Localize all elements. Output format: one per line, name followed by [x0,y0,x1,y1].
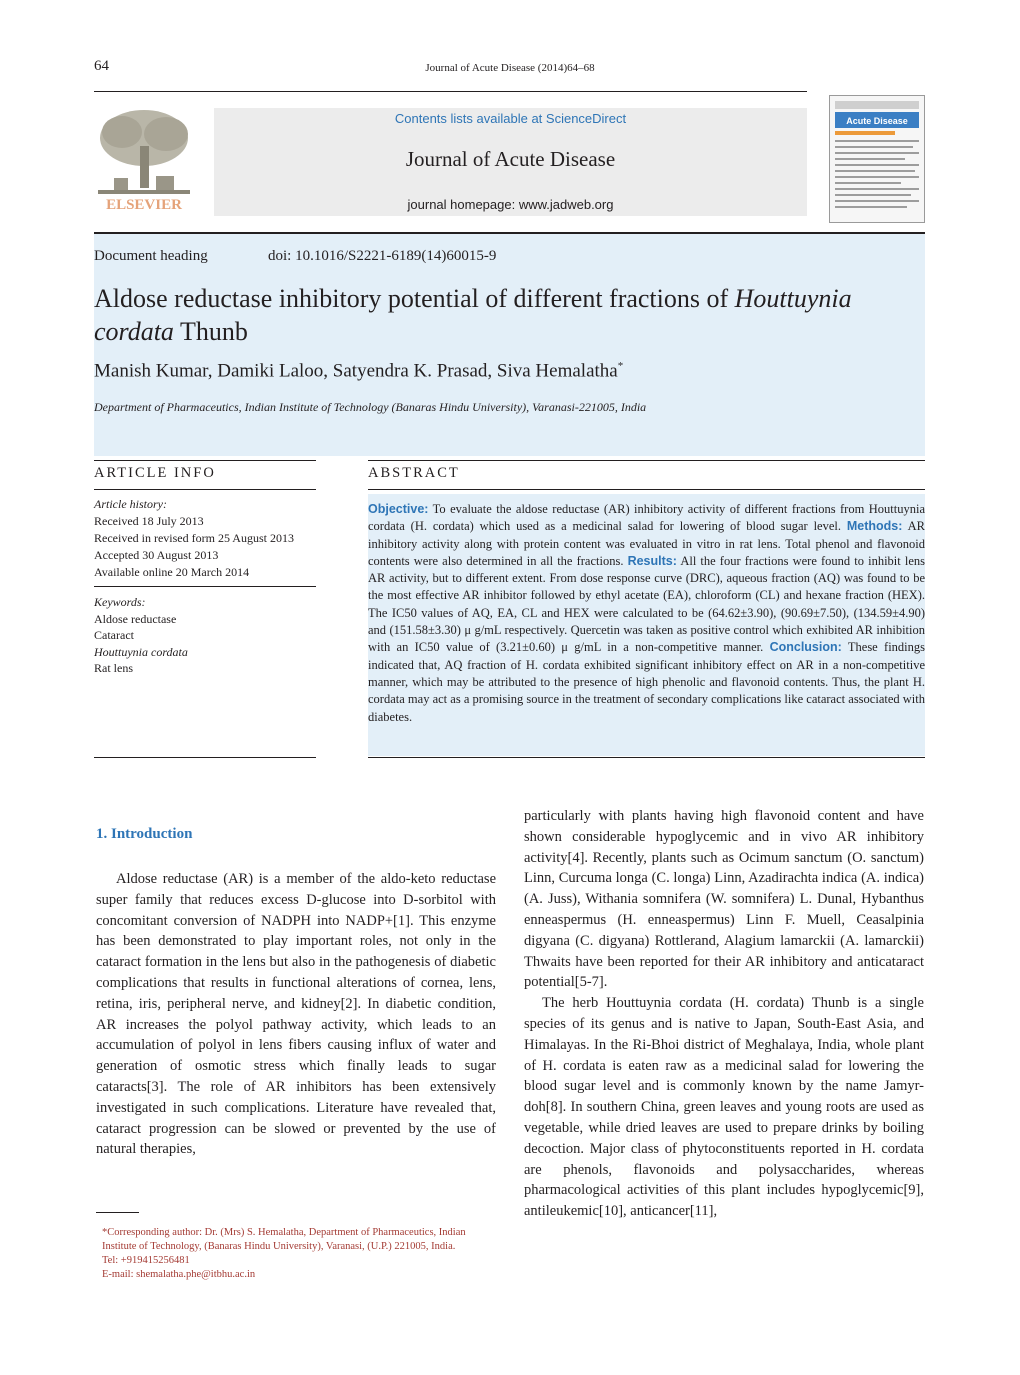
keyword: Aldose reductase [94,611,177,626]
elsevier-tree-logo-icon [94,106,194,212]
abstract-rule-top [368,460,925,461]
abstract-heading: ABSTRACT [368,465,460,481]
keyword: Houttuynia cordata [94,644,188,659]
keywords-label: Keywords: [94,595,146,609]
article-history [94,496,294,581]
results-text: All the four fractions were found to inhibit lens AR activity, but to different extent. From dose response curve (DRC), aqueous fraction (AQ) was found to be the most effective AR inhibitor followed by ethyl acetate (EA), chloroform (CL) and hexane fraction (HEX). The IC50 values of AQ, EA, CL and HEX were calculated to be (64.62±3.90), (90.69±7.50), (134.59±4.90) and (151.58±3.30) μ g/mL respectively. Quercetin was taken as positive control which exhibited AR inhibition with an IC50 value of (3.21±0.60) μ g/mL in a non-competitive manner. [368,553,925,655]
footnote-rule [96,1212,139,1213]
keywords [94,594,188,677]
keywords-rule [94,586,316,587]
article-info-rule-top [94,460,316,461]
abstract-rule-bottom [368,757,925,758]
methods-label: Methods: [846,519,903,534]
conclusion-label: Conclusion: [769,640,842,655]
article-title [94,282,929,348]
objective-label: Objective: [368,502,429,516]
footnote-tel: Tel: +919415256481 [102,1255,190,1266]
abstract-rule [368,489,925,490]
intro-right-column [524,806,924,1222]
journal-cover-icon [829,95,925,223]
title-part-2: Thunb [173,317,248,346]
article-info-rule [94,489,316,490]
article-info-rule-bottom [94,757,316,758]
title-species: Houttuynia cordata [94,284,852,346]
elsevier-wordmark: ELSEVIER [106,197,182,212]
history-accepted: Accepted 30 August 2013 [94,548,219,562]
footnote-email[interactable]: E-mail: shemalatha.phe@itbhu.ac.in [102,1269,256,1280]
author-list [94,360,623,382]
footnote-corresponding: *Corresponding author: Dr. (Mrs) S. Hemalatha, Department of Pharmaceutics, Indian Institute of Technology, (Banaras Hindu University), Varanasi, (U.P.) 221005, India. [102,1227,466,1252]
journal-homepage-link[interactable]: journal homepage: www.jadweb.org [407,197,614,212]
conclusion-text: These findings indicated that, AQ fraction of H. cordata exhibited significant inhibitory effect on AR in a non-competitive manner, which may be attributed to the presence of high phenolic and flavonoid contents. Thus, the plant H. cordata may act as a promising source in the treatment of secondary complications like cataract associated with diabetes. [368,640,926,724]
keyword: Rat lens [94,661,133,675]
running-head: Journal of Acute Disease (2014)64–68 [425,62,595,74]
history-online: Available online 20 March 2014 [94,565,250,579]
affiliation: Department of Pharmaceutics, Indian Institute of Technology (Banaras Hindu University), Varanasi-221005, India [94,400,647,414]
history-label: Article history: [94,497,167,511]
history-received: Received 18 July 2013 [94,514,204,528]
corresponding-author-footnote [94,1226,496,1282]
corresponding-mark: * [617,360,624,372]
doi[interactable]: doi: 10.1016/S2221-6189(14)60015-9 [268,248,497,264]
intro-paragraph: particularly with plants having high flavonoid content and have shown considerable hypoglycemic and in vivo AR inhibitory activity[4]. Recently, plants such as Ocimum sanctum (O. sanctum) Linn, Curcuma longa (C. longa) Linn, Azadirachta indica (A. indica) (A. Juss), Withania somnifera (W. somnifera) L. Dunal, Hybanthus enneaspermus (H. enneaspermus) Linn F. Muell, Ceasalpinia digyana (C. digyana) Rottlerand, Alagium lamarckii (A. lamarckii) Thwaits have been reported for their AR inhibitory and anticataract potential[5-7]. [524,808,924,991]
title-part-1: Aldose reductase inhibitory potential of different fractions of [94,284,735,313]
objective-text: To evaluate the aldose reductase (AR) inhibitory activity of different fractions from Houttuynia cordata (H. cordata) which used as a medicinal salad for lowering of blood sugar level. [368,502,925,534]
banner-journal-name: Journal of Acute Disease [405,147,616,171]
abstract-text [368,501,925,726]
keyword: Cataract [94,628,134,642]
section-heading-introduction: 1. Introduction [96,826,193,842]
methods-text: AR inhibitory activity along with protein content was evaluated in vitro in rat lens. Total phenol and flavonoid contents were also determined in all the fractions. [368,519,925,568]
intro-paragraph: The herb Houttuynia cordata (H. cordata) Thunb is a single species of its genus and is native to Japan, South-East Asia, and Himalayas. In the Ri-Bhoi district of Meghalaya, India, whole plant of H. cordata is eaten raw as a medicinal salad for lowering the blood sugar level and is commonly known by the name Jamyr-doh[8]. In southern China, green leaves and young roots are used as vegetable, while dried leaves are used to prepare drinks by boiling decoction. Major class of phytoconstituents reported in H. cordata are phenols, flavonoids and polysaccharides, whereas pharmacological activities of this plant includes hypoglycemic[9], antileukemic[10], anticancer[11], [524,995,924,1220]
results-label: Results: [627,553,677,568]
cover-title: Acute Disease [846,116,908,126]
document-heading: Document heading [94,248,208,264]
contents-link[interactable]: Contents lists available at ScienceDirect [394,111,627,126]
page-number: 64 [94,58,109,74]
history-revised: Received in revised form 25 August 2013 [94,531,294,545]
intro-left-column: Aldose reductase (AR) is a member of the aldo-keto reductase super family that reduces excess D-glucose into D-sorbitol with concomitant conversion of NADPH into NADP+[1]. This enzyme has been demonstrated to play important roles, not only in the cataract formation in the lens but also in the pathogenesis of diabetic complications that results in functional alterations of cornea, lens, retina, iris, peripheral nerve, and kidney[2]. In diabetic condition, AR increases the polyol pathway activity, which leads to an accumulation of polyol in lens fibers causing influx of water and generation of osmotic stress which finally leads to sugar cataracts[3]. The role of AR inhibitors has been extensively investigated in such complications. Literature have revealed that, cataract progression can be slowed or prevented by the use of natural therapies, [96,871,496,1158]
header-rule [94,91,807,92]
authors: Manish Kumar, Damiki Laloo, Satyendra K. Prasad, Siva Hemalatha [94,360,618,382]
article-info-heading: ARTICLE INFO [94,465,216,481]
